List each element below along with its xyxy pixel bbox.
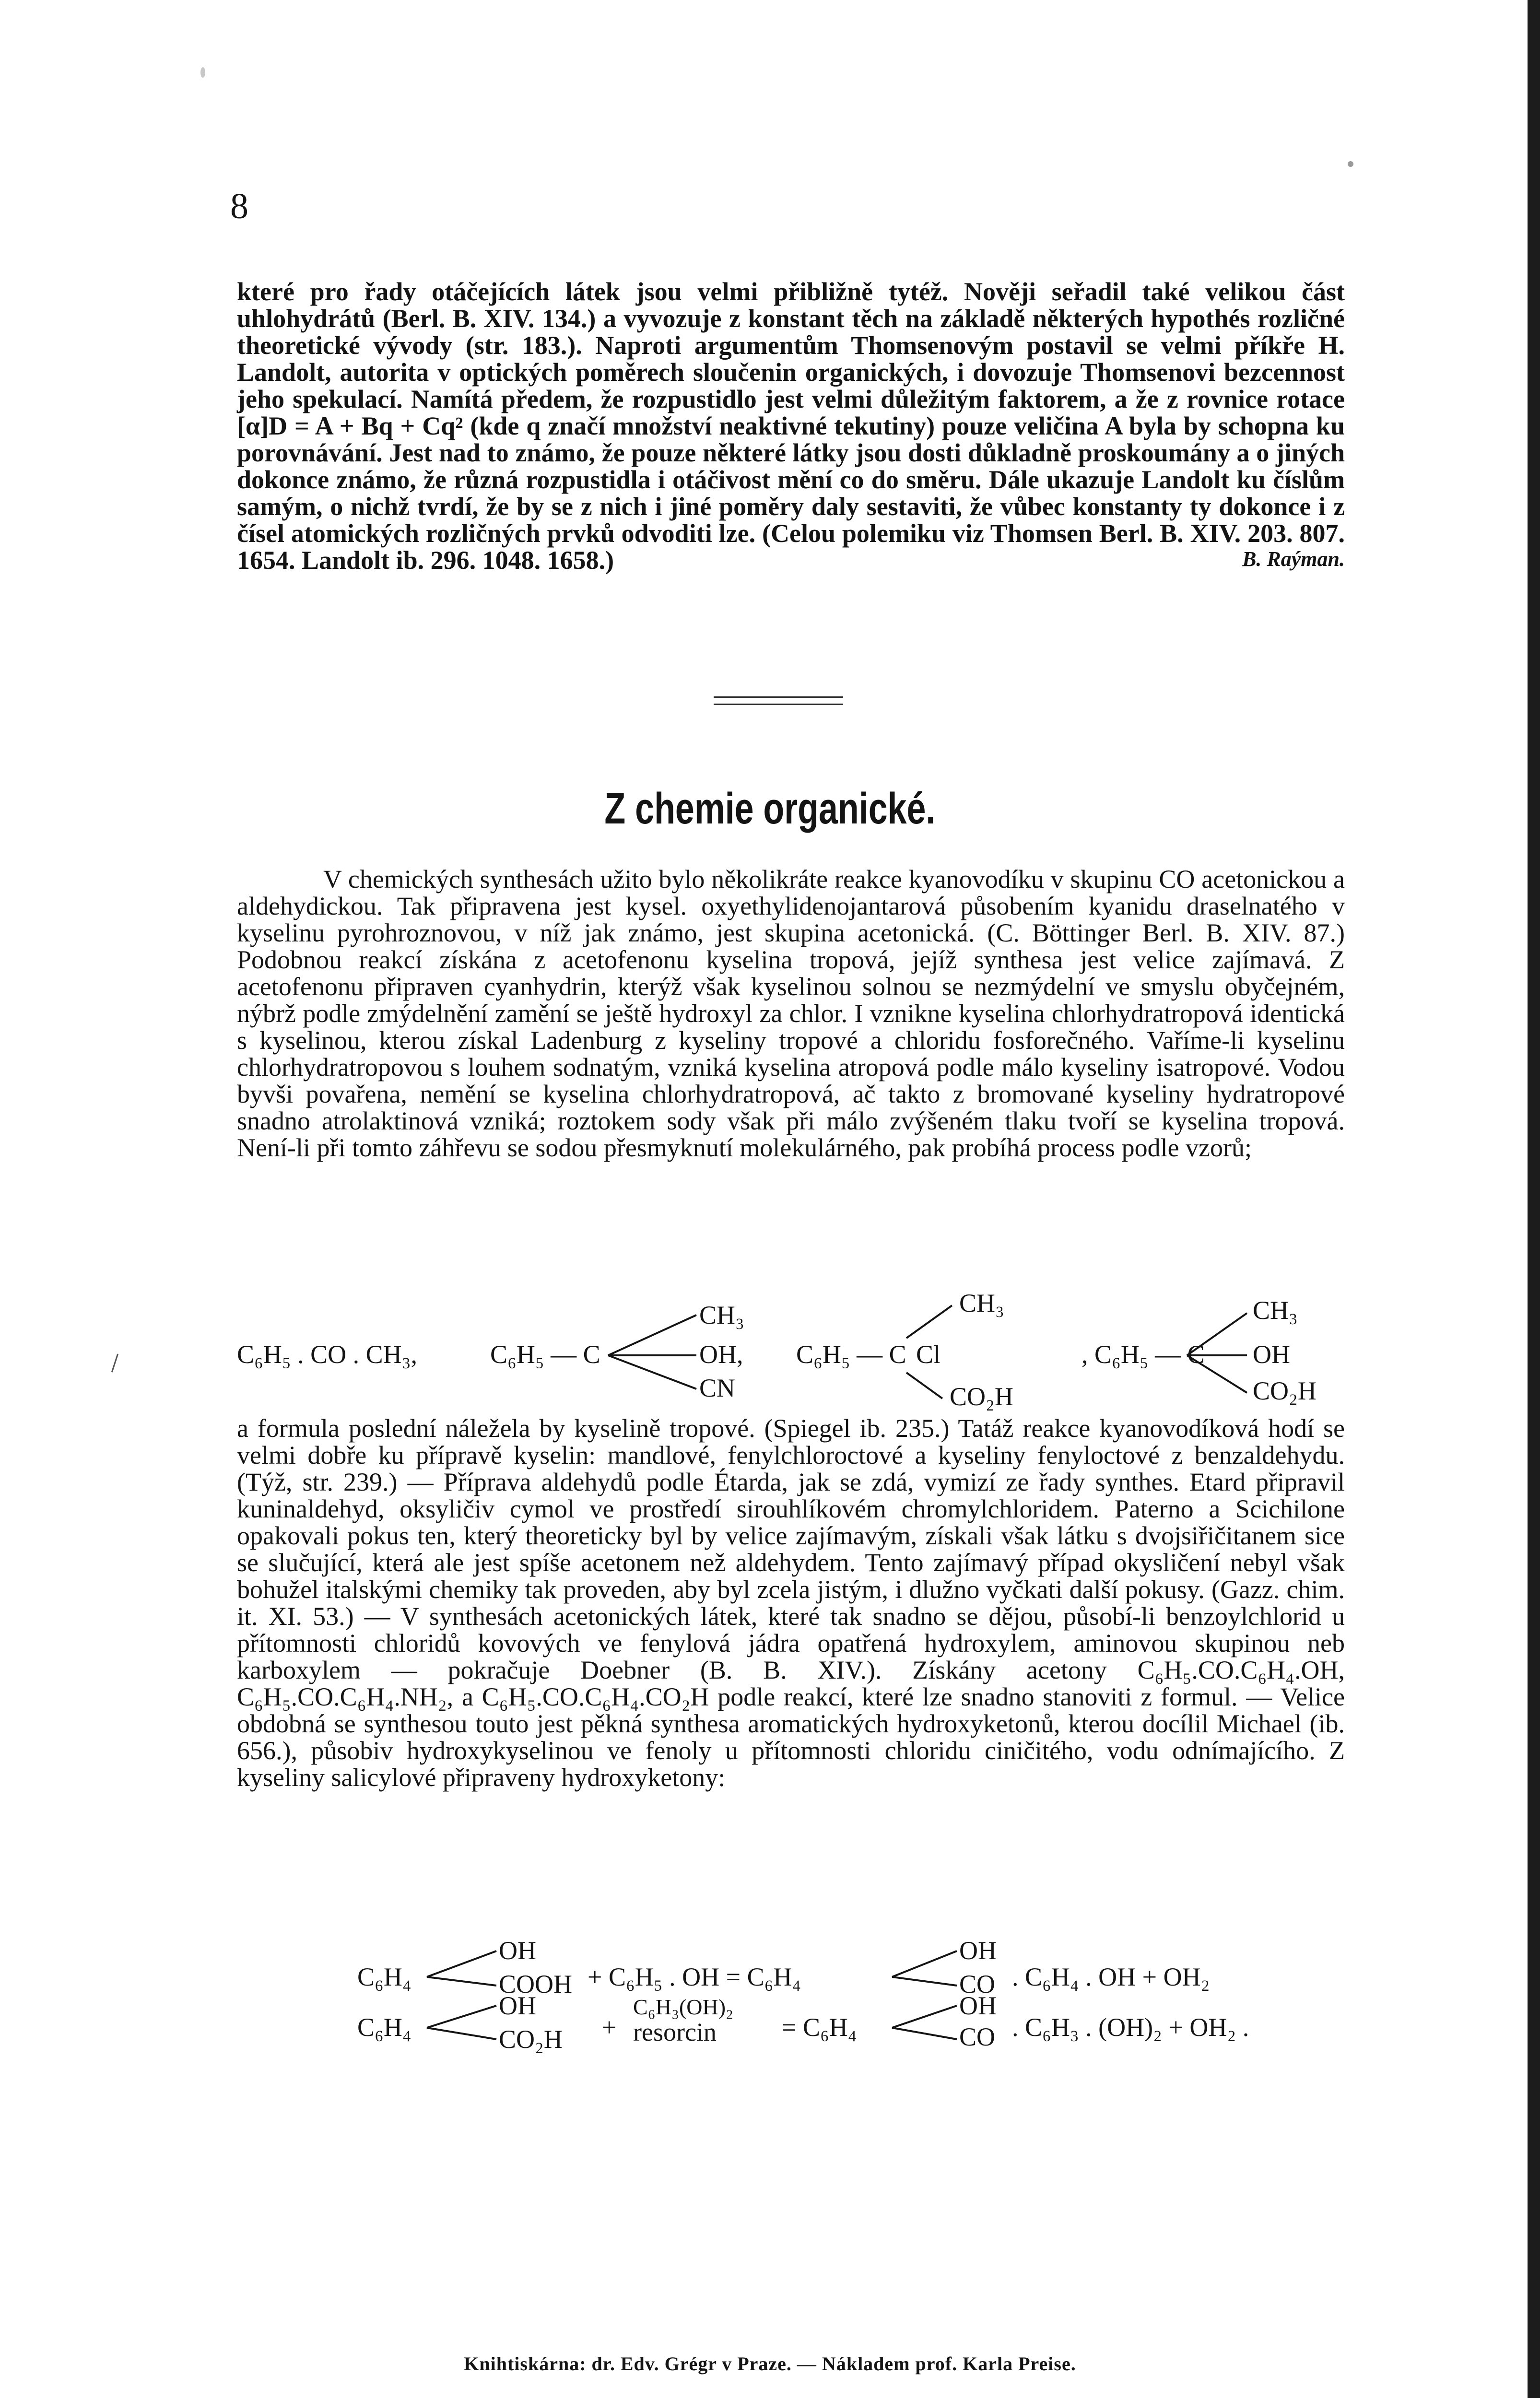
formula2-r1-co: CO bbox=[959, 1970, 996, 1998]
formula-acetophenone: C₆H₅ . CO . CH₃, bbox=[237, 1340, 418, 1369]
formula2-r1-cooh: COOH bbox=[499, 1970, 573, 1998]
author-signature: B. Raýman. bbox=[1242, 547, 1345, 571]
formula-chloro-co2h: CO₂H bbox=[950, 1382, 1013, 1411]
formula2-r1-oh: OH bbox=[499, 1936, 536, 1965]
intro-paragraph: které pro řady otáčejících látek jsou velmi přibližně tytéž. Nověji seřadil také velikou část uhlohydrátů (Berl. B. XIV. 134.) a vyvozuje z konstant těch na základě některých hypothés rozličné theoretické vývody (str. 183.). Naproti argumentům Thomsenovým postavil se velmi příkře H. Landolt, autorita v optických poměrech sloučenin organických, i dovozuje Thomsenovi bezcennost jeho spekulací. Namítá předem, že rozpustidlo jest velmi důležitým faktorem, a že z rovnice rotace [α]D = A + Bq + Cq² (kde q značí množství neaktivné tekutiny) pouze veličina A byla by schopna ku porovnávání. Jest nad to známo, že pouze některé látky jsou dosti důkladně proskoumány a o jiných dokonce známo, že různá rozpustidla i otáčivost mění co do směru. Dále ukazuje Landolt ku číslům samým, o nichž tvrdí, že by se z nich i jiné poměry daly sestaviti, že vůbec konstanty ty dokonce i z čísel atomických rozličných prvků odvoditi lze. (Celou polemiku viz Thomsen Berl. B. XIV. 203. 807. 1654. Landolt ib. 296. 1048. 1658.) bbox=[237, 277, 1345, 575]
formula2-r1-product: . C₆H₄ . OH + OH₂ bbox=[1012, 1963, 1210, 1991]
page-number: 8 bbox=[230, 186, 248, 226]
formula-cyanhydrin-cn: CN bbox=[699, 1374, 736, 1402]
body-paragraph-2: a formula poslední náležela by kyselině tropové. (Spiegel ib. 235.) Tatáž reakce kyanovodíková hodí se velmi dobře ku přípravě kyselin: mandlové, fenylchloroctové a kyseliny fenyloctové z benzaldehydu. (Týž, str. 239.) — Příprava aldehydů podle Étarda, jak se zdá, vymizí ze řady synthes. Etard připravil kuninaldehyd, oksyličiv cymol ve prostředí sirouhlíkovém chromylchloridem. Paterno a Scichilone opakovali pokus ten, který theoreticky byl by velice zajímavým, získali však látku s dvojsiřičitanem sice se slučující, která ale jest spíše acetonem než aldehydem. Tento zajímavý případ okysličení nebyl však bohužel italskými chemiky tak proveden, aby byl zcela jistým, i dlužno vyčkati další pokusy. (Gazz. chim. it. XI. 53.) — V synthesách acetonických látek, které tak snadno se dějou, působí-li benzoylchlorid u přítomnosti chloridů kovových ve fenylová jádra opatřená hydroxylem, aminovou skupinou neb karboxylem — pokračuje Doebner (B. B. XIV.). Získány acetony C₆H₅.CO.C₆H₄.OH, C₆H₅.CO.C₆H₄.NH₂, a C₆H₅.CO.C₆H₄.CO₂H podle reakcí, které lze snadno stanoviti z formul. — Velice obdobná se synthesou touto jest pěkná synthesa aromatických hydroxyketonů, kterou docílil Michael (ib. 656.), působiv hydroxykyselinou ve fenoly u přítomnosti chloridu ciničitého, vodu odnímajícího. Z kyseliny salicylové připraveny hydroxyketony: bbox=[237, 1414, 1345, 1792]
body-paragraph-1: V chemických synthesách užito bylo několikráte reakce kyanovodíku v skupinu CO acetonickou a aldehydickou. Tak připravena jest kysel. oxyethylidenojantarová působením kyanidu draselnatého v kyselinu pyrohroznovou, v níž jak známo, jest skupina acetonická. (C. Böttinger Berl. B. XIV. 87.) Podobnou reakcí získána z acetofenonu kyselina tropová, jejíž synthesa jest velice zajímavá. Z acetofenonu připraven cyanhydrin, kterýž však kyselinou solnou se nezmýdelní ve smyslu obyčejném, nýbrž podle zmýdelnění zamění se ještě hydroxyl za chlor. I vznikne kyselina chlorhydratropová identická s kyselinou, kterou získal Ladenburg z kyseliny tropové a chloridu fosforečného. Vaříme-li kyselinu chlorhydratropovou s louhem sodnatým, vzniká kyselina atropová podle málo kyseliny isatropové. Vodou byvši povařena, nemění se kyselina chlorhydratropová, ač takto z bromované kyseliny hydratropové snadno atrolaktinová vzniká; roztokem sody však při málo zvýšeném tlaku tvoří se kyselina tropová. Není-li při tomto záhřevu se sodou přesmyknutí molekulárného, pak probíhá process podle vzorů; bbox=[237, 865, 1345, 1162]
formula2-r2-resorcin-label: resorcin bbox=[633, 2018, 717, 2046]
printer-footer: Knihtiskárna: dr. Edv. Grégr v Praze. — Nákladem prof. Karla Preise. bbox=[464, 2353, 1076, 2374]
formula2-r1-oh2: OH bbox=[959, 1936, 997, 1965]
formula2-r2-oh: OH bbox=[499, 1991, 536, 2020]
formula-cyanhydrin-ch3: CH₃ bbox=[699, 1301, 744, 1329]
formula-chloro-ch3: CH₃ bbox=[959, 1289, 1004, 1317]
formula2-r2-c6h4: C₆H₄ bbox=[357, 2013, 411, 2042]
formula2-r2-oh2: OH bbox=[959, 1991, 997, 2020]
formula2-r2-plus: + bbox=[602, 2013, 617, 2042]
formula2-r2-product: . C₆H₃ . (OH)₂ + OH₂ . bbox=[1012, 2013, 1249, 2042]
formula2-r2-co: CO bbox=[959, 2022, 996, 2051]
formula-chloro-core: C₆H₅ — C bbox=[796, 1340, 906, 1369]
formula-tropic-co2h: CO₂H bbox=[1253, 1376, 1317, 1405]
formula-chloro-cl: Cl bbox=[916, 1340, 941, 1369]
formula-tropic-core: , C₆H₅ — C bbox=[1082, 1340, 1205, 1369]
formula2-r2-co2h: CO₂H bbox=[499, 2025, 563, 2054]
section-heading: Z chemie organické. bbox=[604, 784, 936, 833]
formula-cyanhydrin-oh: OH, bbox=[699, 1340, 743, 1369]
formula-cyanhydrin-core: C₆H₅ — C bbox=[490, 1340, 600, 1369]
formula2-r2-equals: = C₆H₄ bbox=[782, 2013, 857, 2042]
formula2-r1-phenol: + C₆H₅ . OH = C₆H₄ bbox=[588, 1963, 801, 1991]
formula-tropic-oh: OH bbox=[1253, 1340, 1290, 1369]
formula2-r2-resorcin-formula: C₆H₃(OH)₂ bbox=[633, 1995, 734, 2019]
formula-tropic-ch3: CH₃ bbox=[1253, 1296, 1298, 1325]
formula2-r1-c6h4: C₆H₄ bbox=[357, 1963, 411, 1991]
